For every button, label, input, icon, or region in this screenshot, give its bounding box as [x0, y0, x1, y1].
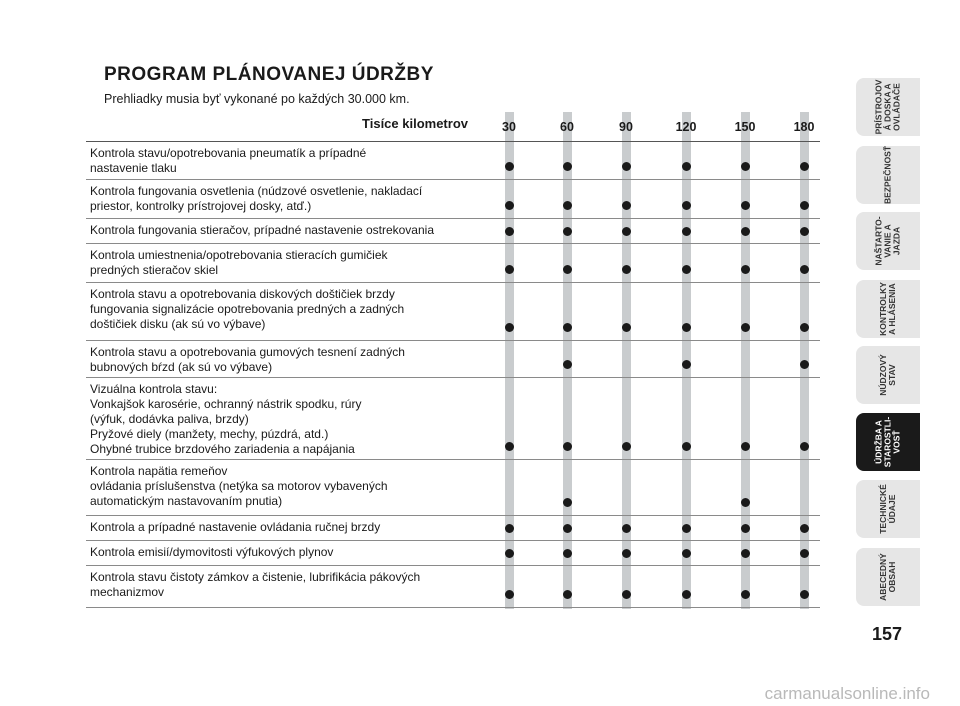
table-row	[86, 283, 820, 341]
service-check-dot	[741, 590, 750, 599]
chapter-tab[interactable]	[856, 346, 920, 404]
service-check-dot	[800, 442, 809, 451]
service-check-dot	[563, 323, 572, 332]
chapter-tab[interactable]	[856, 548, 920, 606]
chapter-tab-label: BEZPEČNOSŤ	[882, 146, 893, 204]
chapter-tab[interactable]	[856, 280, 920, 338]
service-check-dot	[622, 549, 631, 558]
service-check-dot	[622, 590, 631, 599]
service-check-dot	[622, 524, 631, 533]
chapter-tab-label: KONTROLKY A HLÁSENIA	[878, 282, 897, 336]
service-check-dot	[505, 162, 514, 171]
interval-unit-label: Tisíce kilometrov	[362, 116, 468, 131]
task-description: Kontrola fungovania stieračov, prípadné nastavenie ostrekovania	[90, 223, 434, 237]
service-check-dot	[682, 590, 691, 599]
task-description: Kontrola napätia remeňov ovládania príslušenstva (netýka sa motorov vybavených automatickým nastavovaním pnutia)	[90, 464, 388, 508]
service-check-dot	[682, 265, 691, 274]
service-check-dot	[741, 549, 750, 558]
service-check-dot	[505, 323, 514, 332]
interval-header: 30	[502, 120, 516, 134]
table-row	[86, 378, 820, 460]
table-row	[86, 180, 820, 219]
service-check-dot	[563, 265, 572, 274]
table-row	[86, 219, 820, 244]
service-check-dot	[563, 590, 572, 599]
interval-header: 60	[560, 120, 574, 134]
table-row	[86, 566, 820, 608]
table-row	[86, 341, 820, 378]
service-check-dot	[505, 442, 514, 451]
service-check-dot	[800, 227, 809, 236]
interval-header: 90	[619, 120, 633, 134]
service-check-dot	[505, 524, 514, 533]
service-check-dot	[563, 227, 572, 236]
service-check-dot	[682, 360, 691, 369]
service-check-dot	[800, 162, 809, 171]
chapter-tab-label: ÚDRŽBA A STAROSTLI- VOSŤ	[873, 416, 902, 468]
table-row	[86, 516, 820, 541]
service-check-dot	[800, 549, 809, 558]
service-check-dot	[622, 201, 631, 210]
chapter-tab[interactable]	[856, 146, 920, 204]
service-check-dot	[505, 549, 514, 558]
interval-header: 150	[734, 120, 756, 134]
service-check-dot	[741, 201, 750, 210]
task-description: Vizuálna kontrola stavu: Vonkajšok karosérie, ochranný nástrik spodku, rúry (výfuk, dodávka paliva, brzdy) Pryžové diely (manžety, mechy, púzdrá, atd.) Ohybné trubice brzdového zariadenia a napájania	[90, 382, 362, 456]
chapter-tab[interactable]	[856, 480, 920, 538]
interval-header: 180	[793, 120, 815, 134]
service-check-dot	[505, 590, 514, 599]
service-check-dot	[563, 162, 572, 171]
service-check-dot	[741, 227, 750, 236]
table-row	[86, 244, 820, 283]
service-check-dot	[622, 227, 631, 236]
task-description: Kontrola a prípadné nastavenie ovládania ručnej brzdy	[90, 520, 381, 534]
service-check-dot	[800, 265, 809, 274]
service-check-dot	[682, 524, 691, 533]
chapter-tab-label: NÚDZOVÝ STAV	[878, 354, 897, 396]
task-description: Kontrola stavu a opotrebovania gumových tesnení zadných bubnových bŕzd (ak sú vo výbave)	[90, 345, 405, 374]
service-check-dot	[505, 201, 514, 210]
watermark: carmanualsonline.info	[764, 684, 930, 703]
service-check-dot	[505, 265, 514, 274]
service-check-dot	[800, 524, 809, 533]
task-description: Kontrola umiestnenia/opotrebovania stieracích gumičiek predných stieračov skiel	[90, 248, 388, 277]
service-check-dot	[800, 323, 809, 332]
table-row	[86, 460, 820, 516]
service-check-dot	[800, 360, 809, 369]
chapter-tab[interactable]	[856, 78, 920, 136]
service-check-dot	[505, 227, 514, 236]
task-description: Kontrola stavu/opotrebovania pneumatík a prípadné nastavenie tlaku	[90, 146, 367, 175]
chapter-tab-label: ABECEDNÝ OBSAH	[878, 553, 897, 601]
service-check-dot	[800, 590, 809, 599]
chapter-tab[interactable]	[856, 413, 920, 471]
service-check-dot	[622, 162, 631, 171]
task-description: Kontrola stavu čistoty zámkov a čistenie, lubrifikácia pákových mechanizmov	[90, 570, 421, 599]
task-description: Kontrola fungovania osvetlenia (núdzové osvetlenie, nakladací priestor, kontrolky prístrojovej dosky, atď.)	[90, 184, 423, 213]
service-check-dot	[741, 323, 750, 332]
task-description: Kontrola emisií/dymovitosti výfukových plynov	[90, 545, 334, 559]
chapter-tab[interactable]	[856, 212, 920, 270]
service-check-dot	[563, 498, 572, 507]
service-check-dot	[682, 201, 691, 210]
service-check-dot	[622, 442, 631, 451]
service-check-dot	[741, 524, 750, 533]
service-check-dot	[741, 265, 750, 274]
service-check-dot	[741, 442, 750, 451]
chapter-tab-label: NAŠTARTO- VANIE A JAZDA	[873, 216, 902, 266]
service-check-dot	[563, 549, 572, 558]
service-check-dot	[682, 442, 691, 451]
service-check-dot	[563, 360, 572, 369]
service-check-dot	[563, 201, 572, 210]
service-check-dot	[622, 265, 631, 274]
service-check-dot	[682, 162, 691, 171]
table-row	[86, 142, 820, 180]
service-check-dot	[741, 498, 750, 507]
service-check-dot	[682, 227, 691, 236]
page-number: 157	[871, 624, 903, 644]
service-check-dot	[682, 549, 691, 558]
service-check-dot	[563, 442, 572, 451]
service-check-dot	[563, 524, 572, 533]
service-check-dot	[800, 201, 809, 210]
interval-header: 120	[675, 120, 697, 134]
table-row	[86, 541, 820, 566]
task-description: Kontrola stavu a opotrebovania diskových doštičiek brzdy fungovania signalizácie opotrebovania predných a zadných doštičiek disku (ak sú vo výbave)	[90, 287, 405, 331]
service-check-dot	[622, 323, 631, 332]
chapter-tab-label: TECHNICKÉ ÚDAJE	[878, 484, 897, 534]
service-check-dot	[682, 323, 691, 332]
page-title: PROGRAM PLÁNOVANEJ ÚDRŽBY	[104, 64, 434, 85]
service-check-dot	[741, 162, 750, 171]
page-subtitle: Prehliadky musia byť vykonané po každých 30.000 km.	[104, 92, 410, 106]
chapter-tab-label: PRÍSTROJOV Á DOSKA A OVLÁDAČE	[873, 79, 902, 135]
